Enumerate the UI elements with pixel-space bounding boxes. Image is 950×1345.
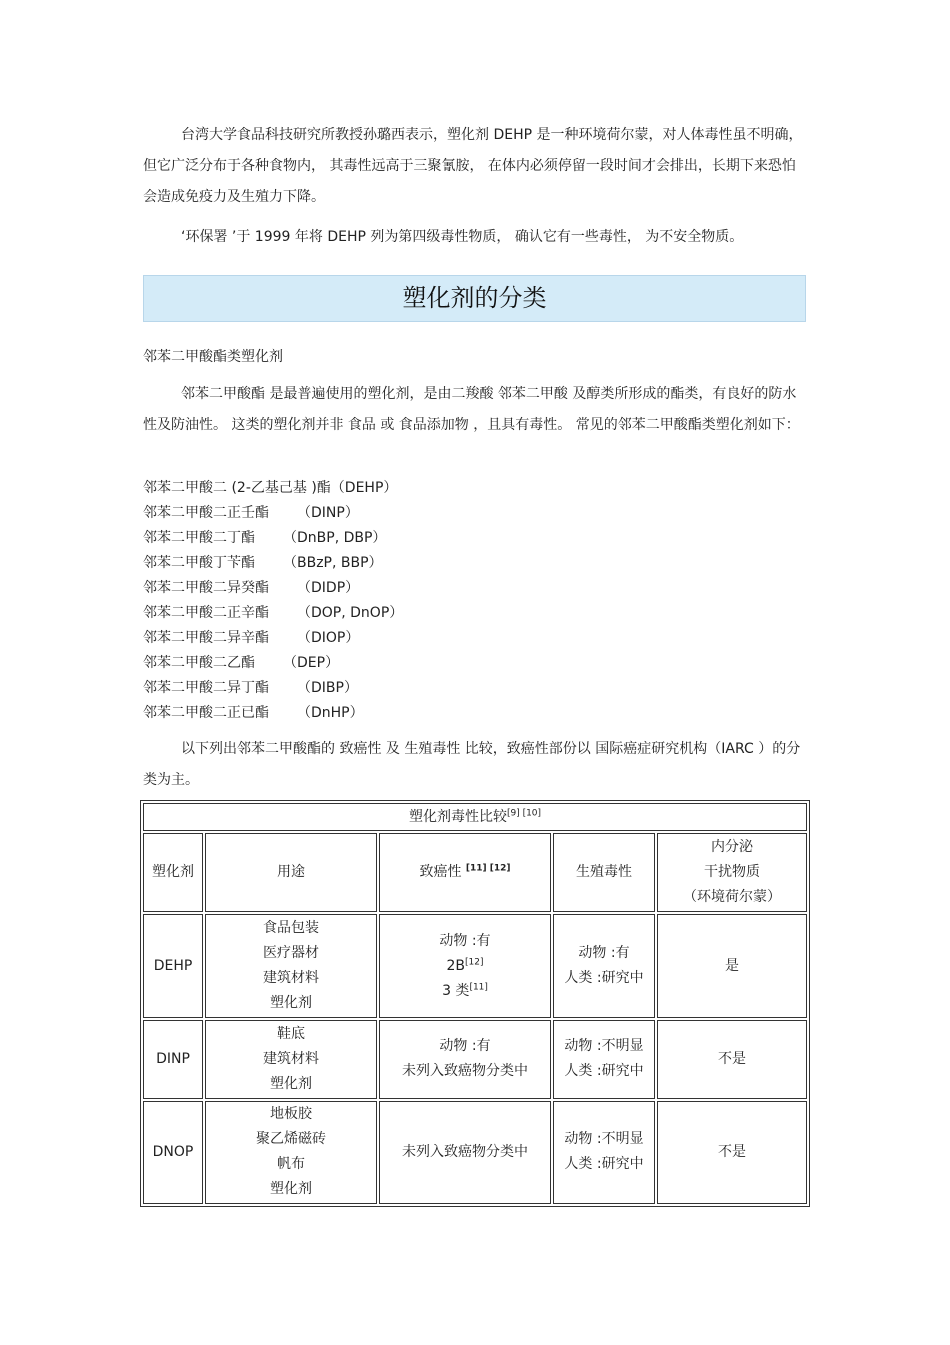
intro-paragraph-2: ‘环保署 ’于 1999 年将 DEHP 列为第四级毒性物质， 确认它有一些毒性， 为不安全物质。 (181, 229, 744, 245)
table-row (143, 914, 807, 1017)
list-item (143, 576, 403, 601)
usage-line: 鞋底 (277, 1025, 305, 1042)
plasticizer-name: 邻苯二甲酸丁苄酯 (143, 555, 255, 571)
toxicity-table (140, 800, 810, 1207)
header-carcinogenicity-label: 致癌性 (419, 864, 462, 881)
intro-paragraph-1: 台湾大学食品科技研究所教授孙璐西表示，塑化剂 DEHP 是一种环境荷尔蒙，对人体毒性虽不明确， 但它广泛分布于各种食物内， 其毒性远高于三聚氰胺， 在体内必须停留一段时间才会排出，长期下来恐怕会造成免疫力及生殖力下降。 (143, 127, 803, 205)
list-item (143, 526, 403, 551)
row-endocrine: 不是 (657, 1101, 807, 1204)
row-usage (205, 914, 377, 1017)
plasticizer-abbr: （DIOP） (297, 630, 360, 646)
table-row (143, 1020, 807, 1099)
plasticizer-abbr: （DnBP, DBP） (283, 530, 387, 546)
plasticizer-name: 邻苯二甲酸二异丁酯 (143, 680, 269, 696)
row-reproductive (553, 914, 655, 1017)
header-endocrine (657, 833, 807, 912)
plasticizer-list (143, 476, 403, 726)
plasticizer-name: 邻苯二甲酸二丁酯 (143, 530, 255, 546)
compare-paragraph: 以下列出邻苯二甲酸酯的 致癌性 及 生殖毒性 比较，致癌性部份以 国际癌症研究机构（IARC ）的分类为主。 (143, 741, 801, 788)
list-item (143, 626, 403, 651)
table-header-row (143, 833, 807, 912)
plasticizer-name: 邻苯二甲酸二正已酯 (143, 705, 269, 721)
usage-line: 地板胶 (270, 1106, 312, 1123)
usage-line: 建筑材料 (263, 970, 319, 987)
row-carcinogenicity (379, 1101, 551, 1204)
table-caption-row (143, 803, 807, 831)
caption-refs: [9] [10] (506, 808, 542, 819)
header-plasticizer: 塑化剂 (143, 833, 203, 912)
carc-ref: [11] (469, 981, 488, 992)
endocrine-line: 干扰物质 (704, 864, 760, 881)
list-item (143, 651, 403, 676)
usage-line: 医疗器材 (263, 945, 319, 962)
usage-line: 塑化剂 (270, 995, 312, 1012)
plasticizer-name: 邻苯二甲酸二正壬酯 (143, 505, 269, 521)
plasticizer-abbr: （DINP） (297, 505, 359, 521)
row-usage (205, 1101, 377, 1204)
row-name: DEHP (143, 914, 203, 1017)
carc-ref: [12] (465, 956, 484, 967)
row-endocrine: 不是 (657, 1020, 807, 1099)
list-item (143, 551, 403, 576)
row-carcinogenicity (379, 914, 551, 1017)
plasticizer-abbr: （BBzP, BBP） (283, 555, 383, 571)
repro-line: 人类 :研究中 (564, 1063, 644, 1080)
usage-line: 塑化剂 (270, 1181, 312, 1198)
usage-line: 食品包装 (263, 920, 319, 937)
list-item (143, 701, 403, 726)
carc-line (380, 979, 550, 1004)
plasticizer-name: 邻苯二甲酸二异癸酯 (143, 580, 269, 596)
repro-line: 人类 :研究中 (564, 970, 644, 987)
plasticizer-name: 邻苯二甲酸二乙酯 (143, 655, 255, 671)
row-endocrine: 是 (657, 914, 807, 1017)
repro-line: 动物 :有 (578, 945, 630, 962)
table-caption-text: 塑化剂毒性比较 (408, 808, 507, 825)
body-paragraph: 邻苯二甲酸酯 是最普遍使用的塑化剂，是由二羧酸 邻苯二甲酸 及醇类所形成的酯类，有良好的防水性及防油性。 这类的塑化剂并非 食品 或 食品添加物 ，且具有毒性。 常见的邻苯二甲酸酯类塑化剂如下： (143, 386, 800, 433)
carc-line: 未列入致癌物分类中 (402, 1143, 528, 1160)
usage-line: 塑化剂 (270, 1075, 312, 1092)
header-reproductive: 生殖毒性 (553, 833, 655, 912)
header-carcinogenicity (379, 833, 551, 912)
carc-line: 动物 :有 (439, 932, 491, 949)
usage-line: 建筑材料 (263, 1050, 319, 1067)
row-reproductive (553, 1101, 655, 1204)
endocrine-line: 内分泌 (711, 839, 753, 856)
plasticizer-abbr: （DIBP） (297, 680, 358, 696)
list-item (143, 601, 403, 626)
row-name: DNOP (143, 1101, 203, 1204)
header-usage: 用途 (205, 833, 377, 912)
carc-value: 3 类 (442, 982, 470, 999)
list-item (143, 676, 403, 701)
row-carcinogenicity (379, 1020, 551, 1099)
row-reproductive (553, 1020, 655, 1099)
carc-line: 动物 :有 (439, 1038, 491, 1055)
plasticizer-name: 邻苯二甲酸二正辛酯 (143, 605, 269, 621)
table-caption (143, 803, 807, 831)
plasticizer-name: 邻苯二甲酸二异辛酯 (143, 630, 269, 646)
row-usage (205, 1020, 377, 1099)
repro-line: 动物 :不明显 (564, 1131, 644, 1148)
carcinogenicity-refs: [11] [12] (465, 863, 511, 874)
list-item (143, 501, 403, 526)
carc-line: 未列入致癌物分类中 (402, 1063, 528, 1080)
carc-line (380, 954, 550, 979)
plasticizer-name: 邻苯二甲酸二 (2-乙基己基 )酯 (143, 480, 331, 496)
usage-line: 聚乙烯磁砖 (256, 1131, 326, 1148)
plasticizer-abbr: （DEHP） (330, 480, 398, 496)
subheading: 邻苯二甲酸酯类塑化剂 (143, 349, 283, 365)
plasticizer-abbr: （DIDP） (297, 580, 360, 596)
section-title: 塑化剂的分类 (143, 275, 806, 322)
endocrine-line: （环境荷尔蒙） (683, 889, 781, 906)
usage-line: 帆布 (277, 1156, 305, 1173)
plasticizer-abbr: （DEP） (283, 655, 340, 671)
table-row (143, 1101, 807, 1204)
carc-value: 2B (446, 957, 466, 974)
plasticizer-abbr: （DOP, DnOP） (297, 605, 404, 621)
plasticizer-abbr: （DnHP） (297, 705, 364, 721)
row-name: DINP (143, 1020, 203, 1099)
list-item (143, 476, 403, 501)
repro-line: 动物 :不明显 (564, 1038, 644, 1055)
repro-line: 人类 :研究中 (564, 1156, 644, 1173)
